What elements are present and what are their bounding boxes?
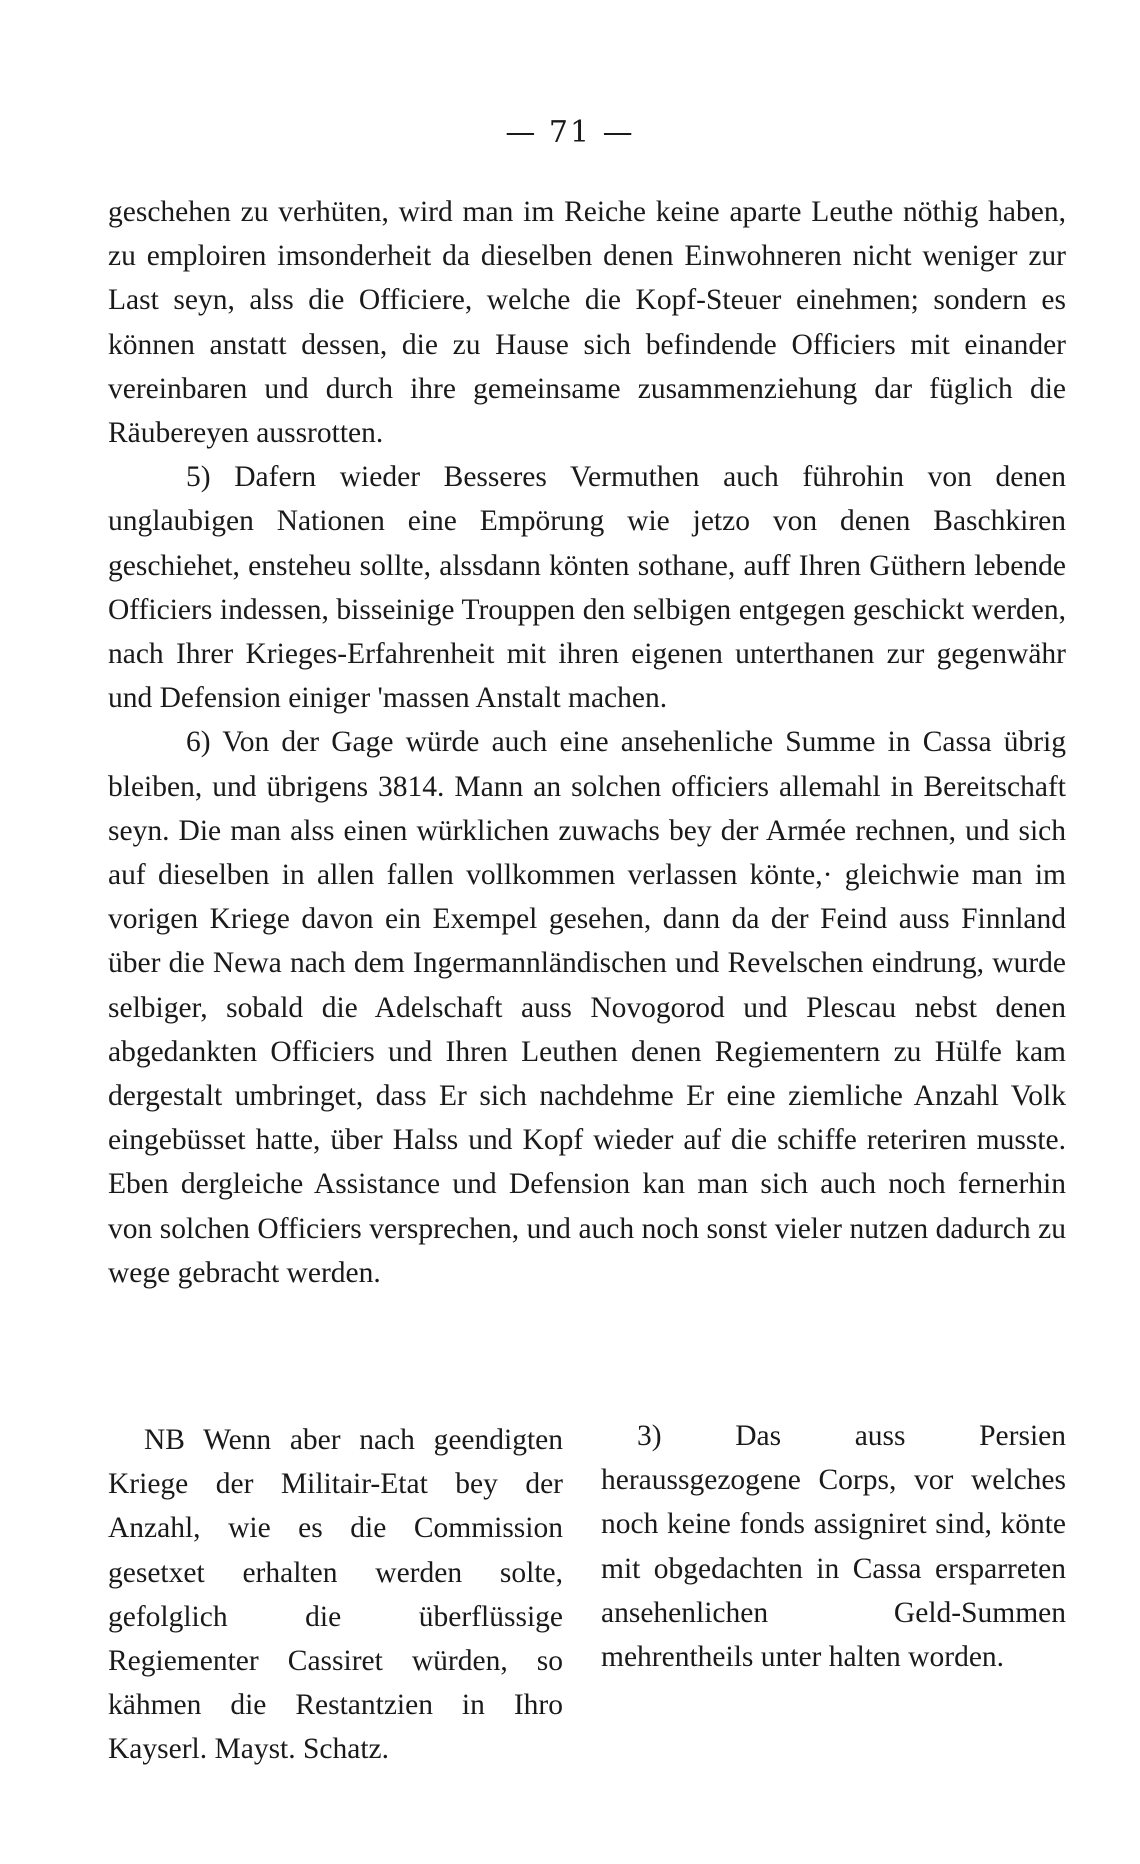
paragraph-5: 5) Dafern wieder Besseres Vermuthen auch führohin von denen unglaubigen Nationen eine Empörung wie jetzo von denen Baschkiren geschiehet, ensteheu sollte, alssdann könten sothane, auff Ihren Güthern lebende Officiers indessen, bisseinige Trouppen den selbigen entgegen geschickt werden, nach Ihrer Krieges-Erfahrenheit mit ihren eigenen unterthanen zur gegenwähr und Defension einiger 'massen Anstalt machen. xyxy=(108,461,1066,715)
page-number: — 71 — xyxy=(505,115,635,150)
main-text xyxy=(108,190,1066,1295)
note-left-column xyxy=(108,1418,563,1772)
notes-columns xyxy=(108,1418,1066,1838)
note-3: 3) Das auss Persien heraussgezogene Corps, vor welches noch keine fonds assigniret sind, könte mit obgedachten in Cassa ersparreten ansehenlichen Geld-Summen mehrentheils unter halten worden. xyxy=(601,1420,1066,1674)
note-right-column xyxy=(601,1414,1066,1679)
note-nb: NB Wenn aber nach geendigten Kriege der Militair-Etat bey der Anzahl, wie es die Commission gesetxet erhalten werden solte, gefolglich die überflüssige Regiementer Cassiret würden, so kähmen die Restantzien in Ihro Kayserl. Mayst. Schatz. xyxy=(108,1424,563,1766)
paragraph-intro: geschehen zu verhüten, wird man im Reiche keine aparte Leuthe nöthig haben, zu emploiren imsonderheit da dieselben denen Einwohneren nicht weniger zur Last seyn, alss die Officiere, welche die Kopf-Steuer einehmen; sondern es können anstatt dessen, die zu Hause sich befindende Officiers mit einander vereinbaren und durch ihre gemeinsame zusammenziehung dar füglich die Räubereyen aussrotten. xyxy=(108,196,1066,450)
paragraph-6: 6) Von der Gage würde auch eine ansehenliche Summe in Cassa übrig bleiben, und übrigens 3814. Mann an solchen officiers allemahl in Bereitschaft seyn. Die man alss einen würklichen zuwachs bey der Armée rechnen, und sich auf dieselben in allen fallen vollkommen verlassen könte,· gleichwie man im vorigen Kriege davon ein Exempel gesehen, dann da der Feind auss Finnland über die Newa nach dem Ingermannländischen und Revelschen eindrung, wurde selbiger, sobald die Adelschaft auss Novogorod und Plescau nebst denen abgedankten Officiers und Ihren Leuthen denen Regiementern zu Hülfe kam dergestalt umbringet, dass Er sich nachdehme Er eine ziemliche Anzahl Volk eingebüsset hatte, über Halss und Kopf wieder auf die schiffe reteriren musste. Eben dergleiche Assistance und Defension kan man sich auch noch fernerhin von solchen Officiers versprechen, und auch noch sonst vieler nutzen dadurch zu wege gebracht werden. xyxy=(108,726,1066,1289)
